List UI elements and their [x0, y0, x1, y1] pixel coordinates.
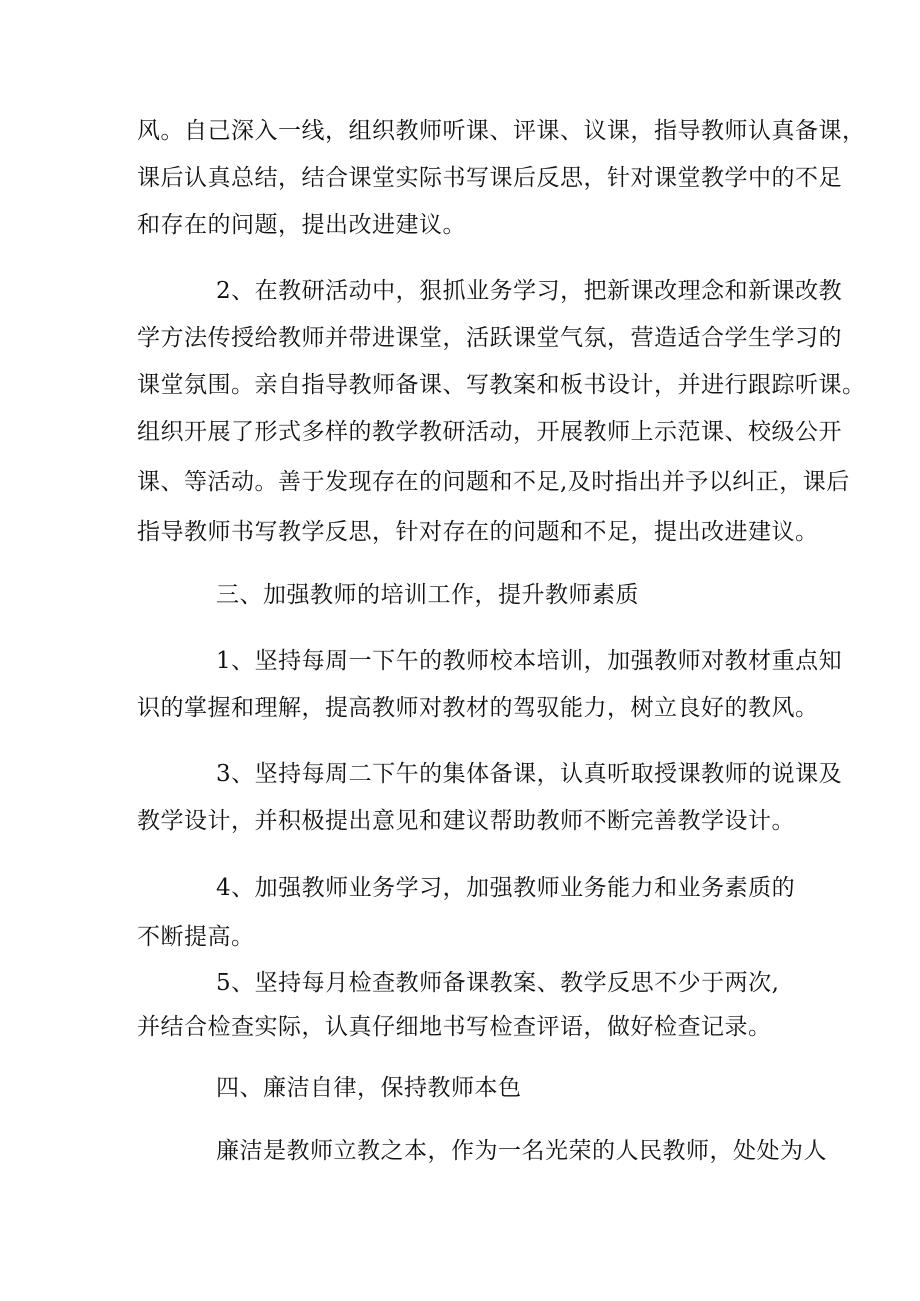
section-heading: 四、廉洁自律，保持教师本色: [216, 1075, 522, 1101]
text-line: 4、加强教师业务学习，加强教师业务能力和业务素质的: [216, 875, 796, 901]
text-line: 廉洁是教师立教之本，作为一名光荣的人民教师，处处为人: [216, 1138, 827, 1164]
text-line: 组织开展了形式多样的教学教研活动，开展教师上示范课、校级公开: [137, 419, 842, 445]
text-line: 课后认真总结，结合课堂实际书写课后反思，针对课堂教学中的不足: [137, 165, 842, 191]
text-line: 和存在的问题，提出改进建议。: [137, 212, 466, 238]
text-line: 识的掌握和理解，提高教师对教材的驾驭能力，树立良好的教风。: [137, 695, 819, 721]
text-line: 学方法传授给教师并带进课堂，活跃课堂气氛，营造适合学生学习的: [137, 325, 842, 351]
text-line: 2、在教研活动中，狠抓业务学习，把新课改理念和新课改教: [216, 278, 843, 304]
text-line: 课堂氛围。亲自指导教师备课、写教案和板书设计，并进行跟踪听课。: [137, 372, 866, 398]
text-line: 并结合检查实际，认真仔细地书写检查评语，做好检查记录。: [137, 1014, 772, 1040]
text-line: 指导教师书写教学反思，针对存在的问题和不足，提出改进建议。: [137, 519, 819, 545]
text-line: 5、坚持每月检查教师备课教案、教学反思不少于两次,: [216, 970, 780, 996]
section-heading: 三、加强教师的培训工作，提升教师素质: [216, 582, 639, 608]
text-line: 教学设计，并积极提出意见和建议帮助教师不断完善教学设计。: [137, 808, 795, 834]
text-line: 课、等活动。善于发现存在的问题和不足,及时指出并予以纠正，课后: [137, 469, 850, 495]
text-line: 3、坚持每周二下午的集体备课，认真听取授课教师的说课及: [216, 761, 843, 787]
text-line: 1、坚持每周一下午的教师校本培训，加强教师对教材重点知: [216, 648, 843, 674]
text-line: 不断提高。: [137, 924, 255, 950]
text-line: 风。自己深入一线，组织教师听课、评课、议课，指导教师认真备课，: [137, 118, 866, 144]
